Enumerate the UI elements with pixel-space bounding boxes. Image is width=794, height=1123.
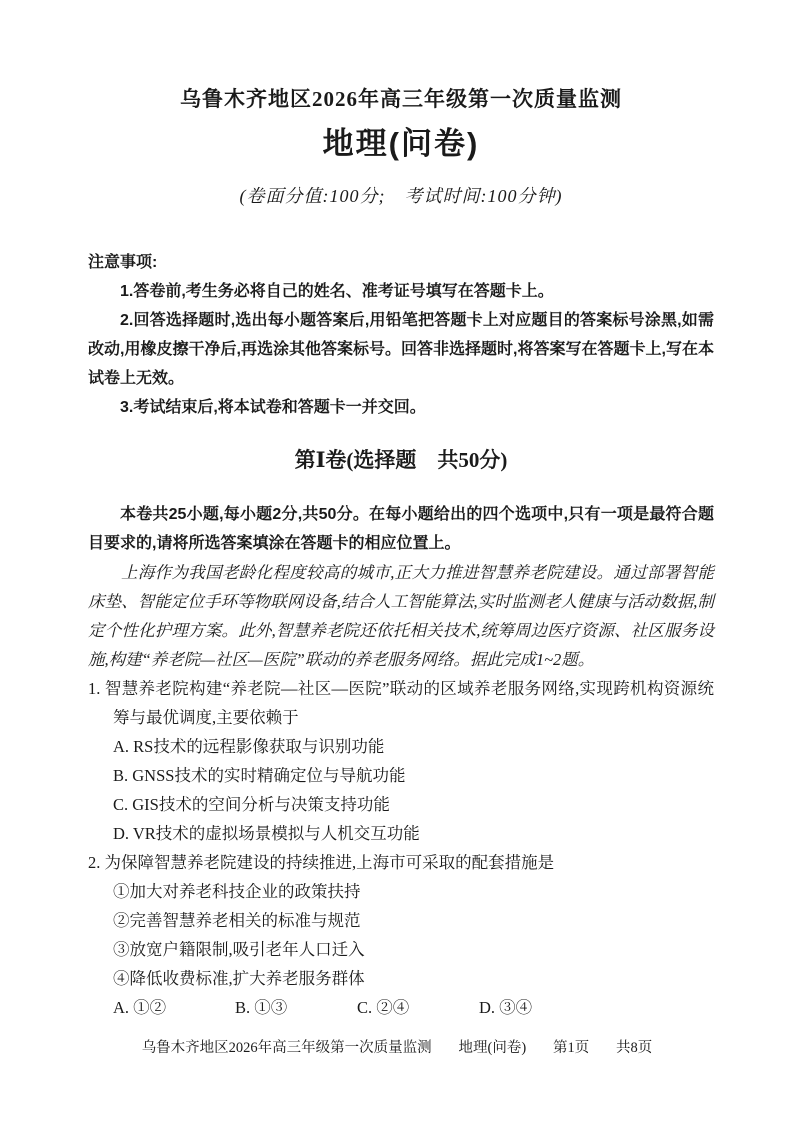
page-footer xyxy=(0,1038,794,1058)
question-2-option-b: B. ①③ xyxy=(235,998,288,1017)
question-1-option-b: B. GNSS技术的实时精确定位与导航功能 xyxy=(113,766,406,785)
question-2-subitem-3: ③放宽户籍限制,吸引老年人口迁入 xyxy=(113,940,365,959)
question-2-subitem-2: ②完善智慧养老相关的标准与规范 xyxy=(113,911,361,930)
question-2-option-c: C. ②④ xyxy=(357,998,410,1017)
footer-exam-name: 乌鲁木齐地区2026年高三年级第一次质量监测 xyxy=(141,1040,432,1056)
reading-passage: 上海作为我国老龄化程度较高的城市,正大力推进智慧养老院建设。通过部署智能床垫、智能定位手环等物联网设备,结合人工智能算法,实时监测老人健康与活动数据,制定个性化护理方案。此外,智慧养老院还依托相关技术,统筹周边医疗资源、社区服务设施,构建“养老院—社区—医院”联动的养老服务网络。据此完成1~2题。 xyxy=(88,563,714,669)
footer-subject: 地理(问卷) xyxy=(458,1040,527,1056)
question-2-option-a: A. ①② xyxy=(113,998,167,1017)
section1-instructions: 本卷共25小题,每小题2分,共50分。在每小题给出的四个选项中,只有一项是最符合题目要求的,请将所选答案填涂在答题卡的相应位置上。 xyxy=(88,506,714,552)
question-1 xyxy=(88,674,714,848)
section1-heading: 第Ⅰ卷(选择题 共50分) xyxy=(294,448,508,472)
question-2-options-row xyxy=(113,993,714,1022)
question-1-option-c: C. GIS技术的空间分析与决策支持功能 xyxy=(113,795,390,814)
question-1-option-a: A. RS技术的远程影像获取与识别功能 xyxy=(113,737,385,756)
question-1-option-d: D. VR技术的虚拟场景模拟与人机交互功能 xyxy=(113,824,420,843)
footer-page-number: 第1页 xyxy=(552,1040,590,1056)
question-2-subitem-4: ④降低收费标准,扩大养老服务群体 xyxy=(113,969,365,988)
question-2-option-d: D. ③④ xyxy=(479,998,533,1017)
notice-item-1: 1.答卷前,考生务必将自己的姓名、准考证号填写在答题卡上。 xyxy=(120,283,554,300)
exam-title: 乌鲁木齐地区2026年高三年级第一次质量监测 xyxy=(180,87,622,111)
question-1-stem: 1. 智慧养老院构建“养老院—社区—医院”联动的区域养老服务网络,实现跨机构资源统筹与最优调度,主要依赖于 xyxy=(88,679,714,727)
exam-subject-title: 地理(问卷) xyxy=(322,126,480,161)
question-2-stem: 2. 为保障智慧养老院建设的持续推进,上海市可采取的配套措施是 xyxy=(88,853,555,872)
question-2-subitem-1: ①加大对养老科技企业的政策扶持 xyxy=(113,882,361,901)
footer-total-pages: 共8页 xyxy=(616,1040,653,1056)
notice-item-3: 3.考试结束后,将本试卷和答题卡一并交回。 xyxy=(120,399,426,416)
notice-section xyxy=(88,248,714,422)
exam-score-time-line: (卷面分值:100分; 考试时间:100分钟) xyxy=(239,186,563,206)
question-2 xyxy=(88,848,714,1022)
notice-item-2: 2.回答选择题时,选出每小题答案后,用铅笔把答题卡上对应题目的答案标号涂黑,如需改动,用橡皮擦干净后,再选涂其他答案标号。回答非选择题时,将答案写在答题卡上,写在本试卷上无效。 xyxy=(88,312,714,387)
notice-heading: 注意事项: xyxy=(88,254,158,271)
